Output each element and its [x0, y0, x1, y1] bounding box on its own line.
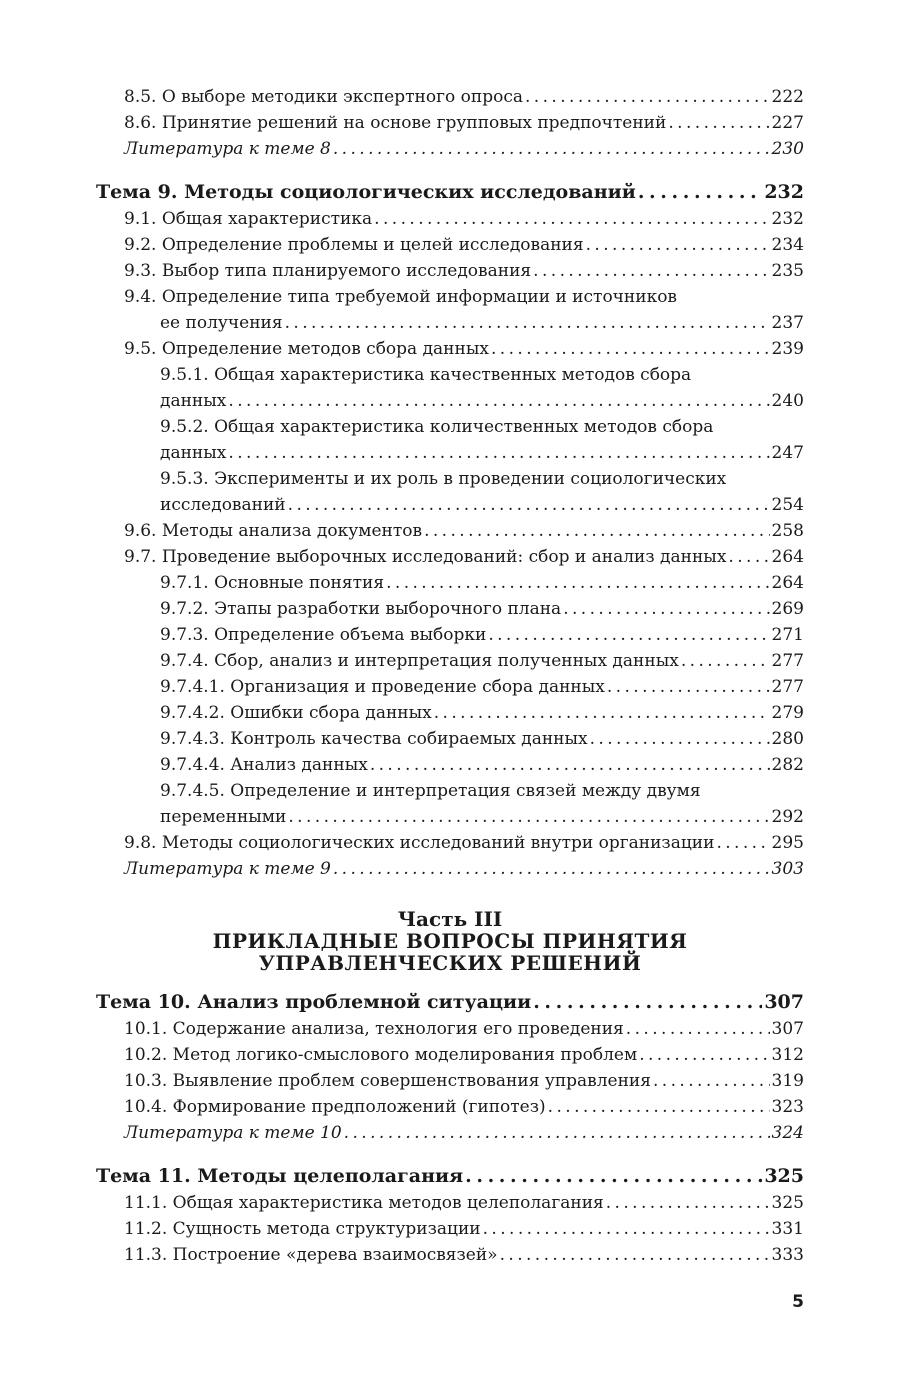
part-heading [96, 908, 804, 974]
toc-entry-11-2[interactable]: 11.2. Сущность метода структуризации . . . 331 [96, 1216, 804, 1242]
toc-entry-9-7[interactable]: 9.7. Проведение выборочных исследований: сбор и анализ данных . . . 264 [96, 544, 804, 570]
toc-entry-11-1[interactable]: 11.1. Общая характеристика методов целеполагания . . . 325 [96, 1190, 804, 1216]
toc-topic-11[interactable]: Тема 11. Методы целеполагания . . . 325 [96, 1162, 804, 1190]
table-of-contents [96, 84, 804, 1268]
toc-entry-11-3[interactable]: 11.3. Построение «дерева взаимосвязей» . . . 333 [96, 1242, 804, 1268]
toc-entry-9-7-1[interactable]: 9.7.1. Основные понятия . . . 264 [96, 570, 804, 596]
toc-entry-9-7-4-2[interactable]: 9.7.4.2. Ошибки сбора данных . . . 279 [96, 700, 804, 726]
toc-entry-10-1[interactable]: 10.1. Содержание анализа, технология его проведения . . . 307 [96, 1016, 804, 1042]
toc-literature-8[interactable]: Литература к теме 8 . . . 230 [96, 136, 804, 162]
toc-entry-9-7-4[interactable]: 9.7.4. Сбор, анализ и интерпретация полученных данных . . . 277 [96, 648, 804, 674]
toc-entry-8-5[interactable]: 8.5. О выборе методики экспертного опроса . . . 222 [96, 84, 804, 110]
toc-topic-10[interactable]: Тема 10. Анализ проблемной ситуации . . . 307 [96, 988, 804, 1016]
toc-literature-9[interactable]: Литература к теме 9 . . . 303 [96, 856, 804, 882]
toc-entry-9-7-4-4[interactable]: 9.7.4.4. Анализ данных . . . 282 [96, 752, 804, 778]
page-number: 5 [792, 1292, 804, 1312]
toc-topic-9[interactable]: Тема 9. Методы социологических исследований . . . 232 [96, 178, 804, 206]
toc-entry-9-7-4-3[interactable]: 9.7.4.3. Контроль качества собираемых данных . . . 280 [96, 726, 804, 752]
toc-entry-9-7-4-1[interactable]: 9.7.4.1. Организация и проведение сбора данных . . . 277 [96, 674, 804, 700]
toc-entry-8-6[interactable]: 8.6. Принятие решений на основе групповых предпочтений . . . 227 [96, 110, 804, 136]
toc-entry-9-7-4-5[interactable]: 9.7.4.5. Определение и интерпретация связей между двумя переменными . . . 292 [96, 778, 804, 830]
part-title-line-1: ПРИКЛАДНЫЕ ВОПРОСЫ ПРИНЯТИЯ [212, 929, 688, 953]
toc-entry-10-3[interactable]: 10.3. Выявление проблем совершенствования управления . . . 319 [96, 1068, 804, 1094]
toc-entry-9-8[interactable]: 9.8. Методы социологических исследований внутри организации . . . 295 [96, 830, 804, 856]
toc-entry-9-5-1[interactable]: 9.5.1. Общая характеристика качественных методов сбора данных . . . 240 [96, 362, 804, 414]
part-title-line-2: УПРАВЛЕНЧЕСКИХ РЕШЕНИЙ [258, 951, 642, 975]
toc-entry-9-5[interactable]: 9.5. Определение методов сбора данных . . . 239 [96, 336, 804, 362]
toc-entry-9-7-2[interactable]: 9.7.2. Этапы разработки выборочного плана . . . 269 [96, 596, 804, 622]
toc-entry-9-7-3[interactable]: 9.7.3. Определение объема выборки . . . 271 [96, 622, 804, 648]
toc-entry-10-4[interactable]: 10.4. Формирование предположений (гипотез) . . . 323 [96, 1094, 804, 1120]
toc-entry-9-1[interactable]: 9.1. Общая характеристика . . . 232 [96, 206, 804, 232]
part-label: Часть III [397, 907, 503, 931]
toc-literature-10[interactable]: Литература к теме 10 . . . 324 [96, 1120, 804, 1146]
toc-entry-9-4[interactable]: 9.4. Определение типа требуемой информации и источников ее получения . . . 237 [96, 284, 804, 336]
toc-entry-10-2[interactable]: 10.2. Метод логико-смыслового моделирования проблем . . . 312 [96, 1042, 804, 1068]
toc-entry-9-5-3[interactable]: 9.5.3. Эксперименты и их роль в проведении социологических исследований . . . 254 [96, 466, 804, 518]
toc-entry-9-6[interactable]: 9.6. Методы анализа документов . . . 258 [96, 518, 804, 544]
toc-entry-9-5-2[interactable]: 9.5.2. Общая характеристика количественных методов сбора данных . . . 247 [96, 414, 804, 466]
toc-entry-9-3[interactable]: 9.3. Выбор типа планируемого исследования . . . 235 [96, 258, 804, 284]
toc-entry-9-2[interactable]: 9.2. Определение проблемы и целей исследования . . . 234 [96, 232, 804, 258]
